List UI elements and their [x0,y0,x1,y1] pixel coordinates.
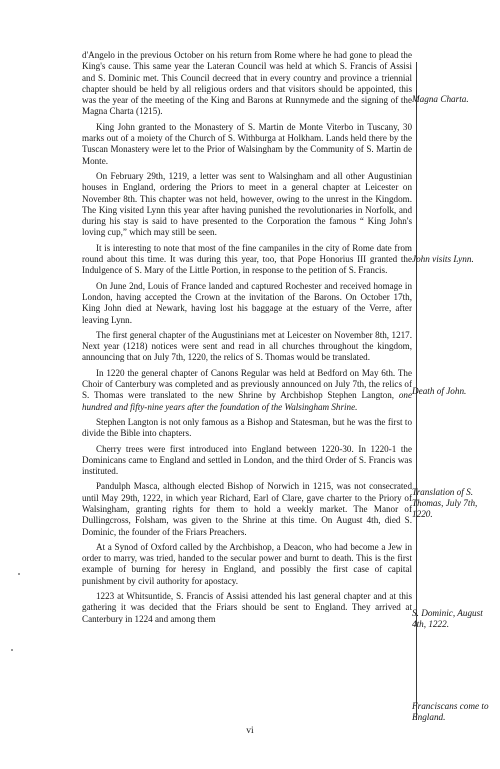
paragraph-king-john-grant: King John granted to the Monastery of S. Martin de Monte Viterbo in Tuscany, 30 marks out of a moiety of the Church of S. Withburga at Holkham. Lands held there by the Tuscan Monastery were let to the Prior of Walsingham by the Community of S. Martin de Monte. [82,121,412,166]
paragraph-synod-oxford: At a Synod of Oxford called by the Archbishop, a Deacon, who had become a Jew in order to marry, was tried, handed to the secular power and burnt to death. This is the first example of burning for heresy in England, and possibly the first case of capital punishment by civil authority for apostacy. [82,541,412,586]
paragraph-cherry-trees: Cherry trees were first introduced into England between 1220-30. In 1220-1 the Dominicans came to England and settled in London, and the third Order of S. Francis was instituted. [82,443,412,477]
paragraph-leicester-chapter: On February 29th, 1219, a letter was sent to Walsingham and all other Augustinian houses in England, ordering the Priors to meet in a general chapter at Leicester on November 8th. This chapter was not held, however, owing to the unrest in the Kingdom. The King visited Lynn this year after having punished the revolutionaries in Norfolk, and during his stay is said to have presented to the Corporation the famous “ King John's loving cup,” which may still be seen. [82,170,412,238]
translation-emphasis: one hundred and fifty-nine years after the foundation of the Walsingham Shrine. [82,390,412,412]
margin-note-death-of-john: Death of John. [412,386,467,396]
margin-note-dominic: S. Dominic, August 4th, 1222. [412,608,483,629]
paragraph-translation-1220 [82,368,412,413]
paragraph-augustinian-chapter: The first general chapter of the Augustinians met at Leicester on November 8th, 1217. Next year (1218) notices were sent and read in all churches throughout the kingdom, announcing that on July 7th, 1220, the relics of S. Thomas would be translated. [82,329,412,363]
paragraph-pandulph-masca: Pandulph Masca, although elected Bishop of Norwich in 1215, was not consecrated until May 29th, 1222, in which year Richard, Earl of Clare, gave charter to the Priory of Walsingham, granting rights for them to hold a weekly market. The Manor of Dullingcross, Folsham, was given to the Shrine at this time. On August 4th, died S. Dominic, the founder of the Friars Preachers. [82,481,412,537]
body-text [82,50,412,629]
margin-note-john-visits-lynn: John visits Lynn. [412,254,474,264]
paragraph-lateran-council: d'Angelo in the previous October on his return from Rome where he had gone to plead the King's cause. This same year the Lateran Council was held at which S. Francis of Assisi and S. Dominic met. This Council decreed that in every country and province a triennial chapter should be held by all religious orders and that visitors should be appointed, this was the year of the meeting of the King and Barons at Runnymede and the signing of the Magna Charta (1215). [82,50,412,117]
margin-note-translation: Translation of S. Thomas, July 7th, 1220. [412,487,478,519]
paragraph-death-of-john: On June 2nd, Louis of France landed and captured Rochester and received homage in London, having accepted the Crown at the invitation of the Barons. On October 17th, King John died at Newark, having lost his baggage at the estuary of the Verre, after leaving Lynn. [82,280,412,325]
paragraph-stephen-langton: Stephen Langton is not only famous as a Bishop and Statesman, but he was the first to divide the Bible into chapters. [82,416,412,439]
translation-text: In 1220 the general chapter of Canons Regular was held at Bedford on May 6th. The Choir of Canterbury was completed and as previously announced on July 7th, the relics of S. Thomas were translated to the new Shrine by Archbishop Stephen Langton, [82,367,412,401]
scan-speck [18,573,20,575]
margin-note-magna-charta: Magna Charta. [412,94,469,104]
margin-note-franciscans: Franciscans come to England. [412,701,489,722]
paragraph-campaniles: It is interesting to note that most of the fine campaniles in the city of Rome date from round about this time. It was during this year, too, that Pope Honorius III granted the Indulgence of S. Mary of the Little Portion, in response to the petition of S. Francis. [82,242,412,276]
scan-speck [11,649,13,651]
page-number: vi [246,726,254,736]
paragraph-franciscans: 1223 at Whitsuntide, S. Francis of Assisi attended his last general chapter and at this gathering it was decided that the Friars should be sent to England. They arrived at Canterbury in 1224 and among them [82,591,412,624]
